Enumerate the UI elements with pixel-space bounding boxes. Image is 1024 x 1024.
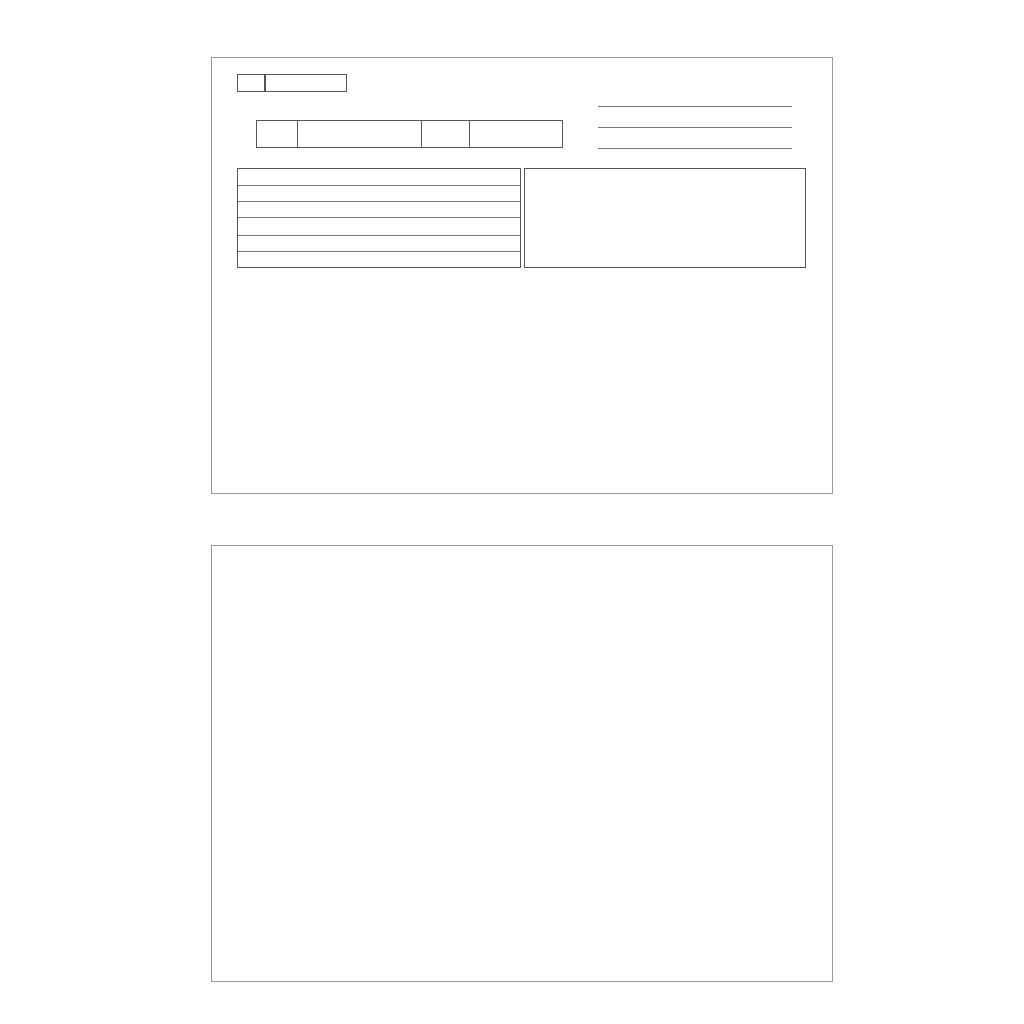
bottom-sheet bbox=[211, 545, 833, 982]
name-row bbox=[256, 120, 563, 148]
free-memo-box[interactable] bbox=[524, 168, 806, 268]
postal-line[interactable] bbox=[598, 106, 792, 107]
address-line-2[interactable] bbox=[598, 148, 792, 149]
visit-form bbox=[237, 168, 521, 268]
top-sheet bbox=[211, 57, 833, 494]
address-line-1[interactable] bbox=[598, 127, 792, 128]
no-field[interactable] bbox=[265, 74, 347, 92]
name-field[interactable] bbox=[297, 121, 422, 147]
no-label-box bbox=[237, 74, 265, 92]
birthday-field[interactable] bbox=[469, 121, 562, 147]
